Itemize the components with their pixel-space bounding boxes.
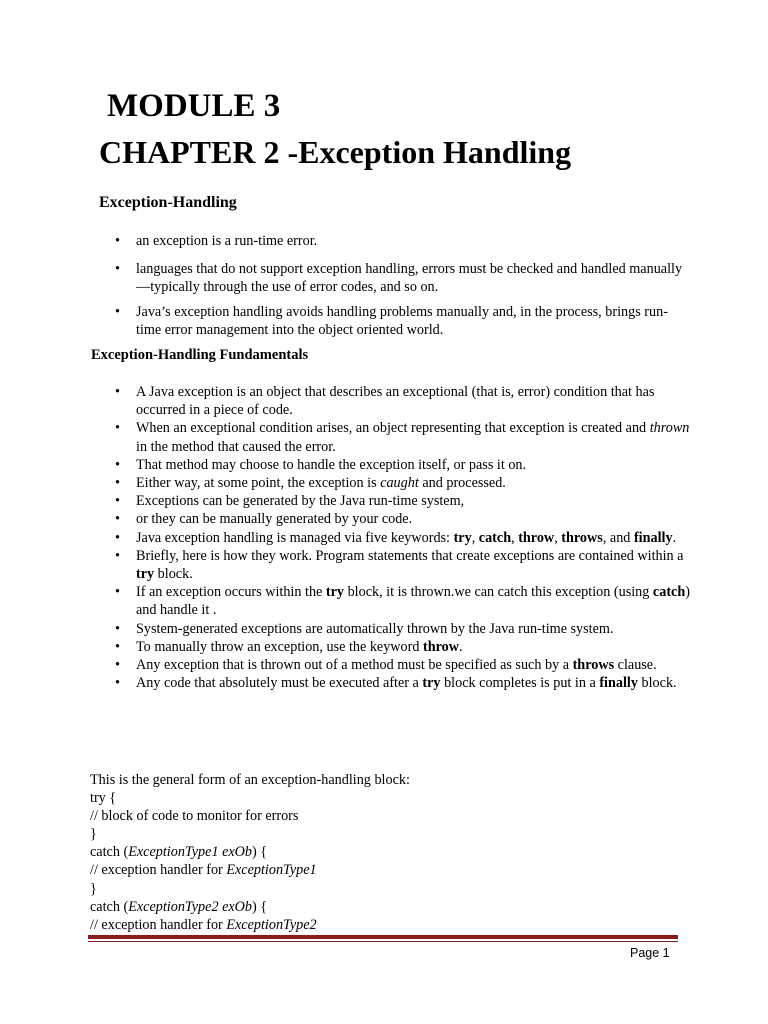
text-run: catch ( (90, 898, 129, 915)
text-run: try (136, 566, 155, 583)
page-number: Page 1 (630, 946, 670, 960)
bullet-item (0, 547, 768, 583)
text-run: , (471, 529, 479, 546)
text-run: caught (380, 475, 419, 492)
text-run: try { (90, 790, 117, 807)
text-run: throws (572, 657, 615, 674)
text-run: // exception handler for (90, 916, 227, 933)
text-run: Any code that absolutely must be executed after a (136, 675, 423, 692)
bullet-item (0, 456, 768, 474)
text-run: finally (599, 675, 638, 692)
text-run: catch (478, 529, 512, 546)
text-run: , (511, 529, 519, 546)
text-run: Either way, at some point, the exception is (136, 475, 381, 492)
text-run: , (554, 529, 562, 546)
text-run: // exception handler for (90, 862, 227, 879)
text-run: catch (652, 584, 686, 601)
text-run: and processed. (418, 475, 506, 492)
text-run: block completes is put in a (440, 675, 600, 692)
text-run: clause. (614, 657, 657, 674)
text-run: try (422, 675, 441, 692)
text-run: , and (602, 529, 634, 546)
text-run: or they can be manually generated by your code. (136, 511, 413, 528)
text-run: finally (633, 529, 673, 546)
bullet-item: • languages that do not support exception handling, errors must be checked and handled manually—typically through the use of error codes, and so on. (0, 260, 768, 296)
text-run: block. (154, 566, 193, 583)
text-run: block, it is thrown.we can catch this exception (using (344, 584, 653, 601)
text-run: throw (518, 529, 555, 546)
bullet-item (0, 474, 768, 492)
code-line (90, 843, 410, 861)
bullet-item (0, 638, 768, 656)
bullet-item (0, 656, 768, 674)
text-run: in the method that caused the error. (136, 438, 336, 455)
code-example-block (90, 771, 410, 934)
code-line (90, 880, 410, 898)
text-run: ExceptionType1 exOb (128, 844, 253, 861)
bullet-item (0, 419, 768, 455)
bullet-item (0, 492, 768, 510)
text-run: throw (423, 638, 460, 655)
text-run: To manually throw an exception, use the keyword (136, 638, 424, 655)
text-run: block. (637, 675, 677, 692)
text-run: Exceptions can be generated by the Java run-time system, (136, 493, 465, 510)
text-run: } (90, 826, 97, 843)
text-run: // block of code to monitor for errors (90, 808, 299, 825)
text-run: Any exception that is thrown out of a method must be specified as such by a (136, 657, 573, 674)
bullet-item (0, 510, 768, 528)
text-run: try (453, 529, 472, 546)
text-run: When an exceptional condition arises, an object representing that exception is created and (136, 420, 650, 437)
bullet-item (0, 674, 768, 692)
text-run: ) { (252, 844, 268, 861)
fundamentals-bullet-list (0, 383, 768, 692)
code-lines (90, 789, 410, 934)
text-run: } (90, 880, 97, 897)
code-line (90, 861, 410, 879)
text-run: Java exception handling is managed via five keywords: (136, 529, 454, 546)
text-run: System-generated exceptions are automatically thrown by the Java run-time system. (136, 620, 614, 637)
code-line (90, 916, 410, 934)
text-run: ExceptionType2 (226, 916, 317, 933)
text-run: That method may choose to handle the exception itself, or pass it on. (136, 456, 527, 473)
text-run: throws (561, 529, 603, 546)
text-run: A Java exception is an object that describes an exceptional (that is, error) condition that has occurred in a piece of code. (136, 384, 655, 419)
module-title: MODULE 3 (107, 88, 281, 124)
bullet-item: • Java’s exception handling avoids handling problems manually and, in the process, brings run-time error management into the object oriented world. (0, 303, 768, 339)
text-run: Briefly, here is how they work. Program statements that create exceptions are contained within a (136, 547, 684, 564)
exception-handling-bullet-list (0, 232, 768, 345)
text-run: . (459, 638, 463, 655)
code-line (90, 825, 410, 843)
section-heading-exception-handling: Exception-Handling (99, 194, 237, 211)
footer-rule-thin (88, 941, 678, 942)
bullet-item (0, 383, 768, 419)
section-heading-fundamentals: Exception-Handling Fundamentals (91, 347, 309, 363)
bullet-item (0, 583, 768, 619)
text-run: ) { (252, 898, 268, 915)
text-run: ExceptionType1 (226, 862, 317, 879)
text-run: ExceptionType2 exOb (128, 898, 253, 915)
text-run: catch ( (90, 844, 129, 861)
code-line (90, 807, 410, 825)
text-run: ) and handle it . (136, 584, 690, 619)
code-line (90, 898, 410, 916)
text-run: If an exception occurs within the (136, 584, 326, 601)
bullet-item: • an exception is a run-time error. (0, 232, 768, 250)
chapter-title: CHAPTER 2 -Exception Handling (99, 134, 572, 170)
text-run: try (325, 584, 345, 601)
bullet-item (0, 620, 768, 638)
bullet-item (0, 529, 768, 547)
text-run: . (672, 529, 677, 546)
text-run: thrown (649, 420, 690, 437)
footer-rule-thick (88, 935, 678, 939)
code-intro-text: This is the general form of an exception-handling block: (90, 772, 410, 788)
code-line (90, 789, 410, 807)
